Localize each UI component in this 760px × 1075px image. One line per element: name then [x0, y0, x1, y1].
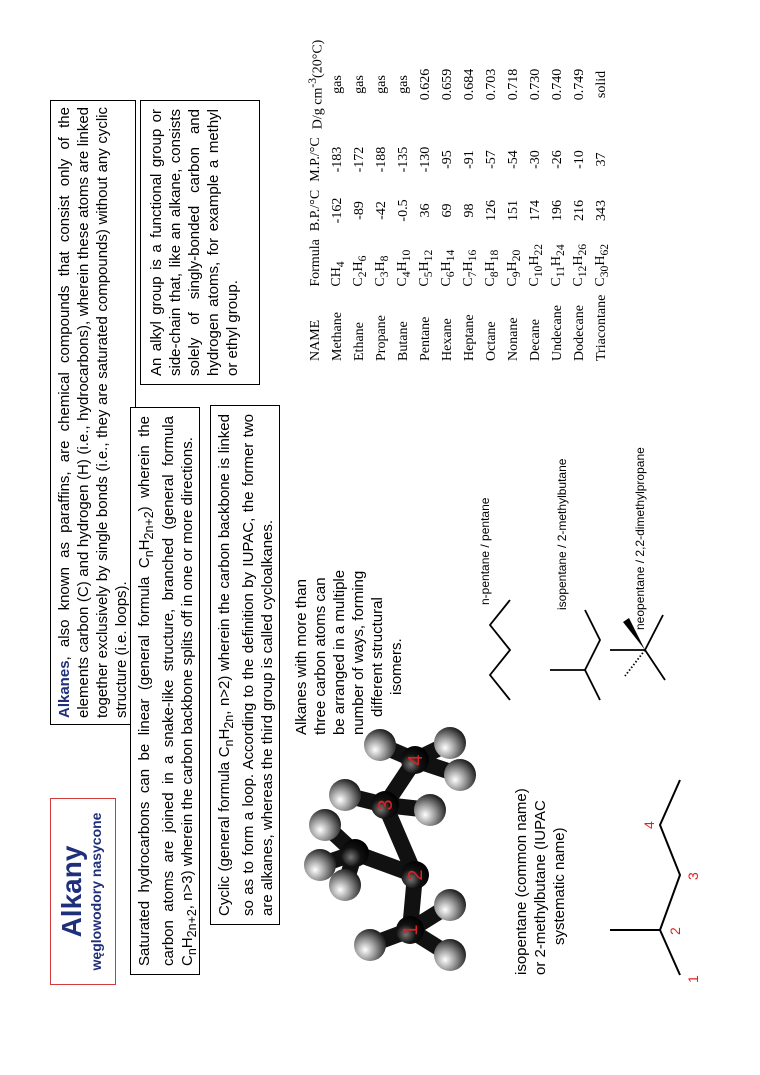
caption-line: isopentane (common name) [513, 788, 530, 975]
intro-box [50, 100, 136, 725]
saturated-paragraph [135, 416, 202, 966]
saturated-sub-2: n [185, 948, 199, 956]
cell-formula: $C_{11}H_{24}$ [549, 244, 567, 287]
cell-density: gas [330, 75, 345, 94]
hydrogen-atom [434, 727, 466, 759]
cell-bp: 126 [484, 199, 499, 221]
saturated-sub-2c: 2n+2 [185, 909, 199, 938]
cell-mp: -183 [330, 146, 345, 173]
isomers-note-line: three carbon atoms can [312, 577, 329, 735]
intro-paragraph [55, 107, 131, 718]
cell-name: Methane [330, 312, 345, 361]
cyclic-text-1: Cyclic (general formula C [216, 746, 233, 916]
cell-density: solid [594, 70, 609, 99]
table-row [459, 36, 481, 365]
col-formula-header: Formula [308, 239, 323, 287]
page-title: Alkany [56, 845, 87, 938]
table-row [547, 36, 569, 365]
cell-name: Ethane [352, 322, 367, 361]
table-row [503, 36, 525, 365]
hydrogen-atom [434, 889, 466, 921]
cyclic-sub-1c: 2n [222, 714, 236, 729]
saturated-text-1b: H [136, 539, 153, 551]
alkanes-table [305, 36, 613, 365]
cell-mp: -95 [440, 150, 455, 169]
cell-density: gas [396, 75, 411, 94]
table-row [327, 36, 349, 365]
isopentane-skeletal [570, 745, 700, 995]
ball-and-stick-model [300, 735, 510, 975]
cell-bp: -162 [330, 197, 345, 224]
cell-mp: -10 [572, 150, 587, 169]
cell-bp: -42 [374, 201, 389, 220]
cell-name: Decane [528, 319, 543, 361]
cyclic-text-1b: H [216, 728, 233, 740]
table-row [525, 36, 547, 365]
cell-density: 0.749 [572, 68, 587, 101]
cell-bp: 69 [440, 203, 455, 218]
cell-formula: $C_{12}H_{26}$ [571, 243, 589, 287]
table-row [371, 36, 393, 365]
col-name-header: NAME [308, 319, 323, 361]
cell-formula: $C_8H_{18}$ [483, 249, 501, 287]
hydrogen-atom [434, 939, 466, 971]
isomers-note-line: Alkanes with more than [293, 579, 310, 735]
saturated-text-1: Saturated hydrocarbons can be linear (general formula C [136, 557, 153, 966]
cell-bp: 98 [462, 203, 477, 218]
skeletal-number: 4 [641, 821, 657, 829]
cell-density: 0.684 [462, 68, 477, 101]
table-row [569, 36, 591, 365]
skeletal-number: 2 [667, 927, 683, 935]
cell-name: Pentane [418, 316, 433, 361]
isomers-note-line: number of ways, forming [350, 570, 367, 735]
hydrogen-atom [364, 729, 396, 761]
cell-density: 0.718 [506, 68, 521, 101]
cell-name: Propane [374, 315, 389, 361]
cell-formula: $CH_4$ [329, 261, 347, 287]
cell-density: 0.740 [550, 68, 565, 101]
atom-number: 1 [400, 924, 422, 936]
isopentane-caption [512, 755, 569, 975]
cell-mp: -135 [396, 146, 411, 173]
cell-bp: -89 [352, 201, 367, 220]
cell-bp: 174 [528, 199, 543, 221]
cell-mp: -54 [506, 150, 521, 169]
caption-line: or 2-methylbutane (IUPAC [532, 800, 549, 975]
isomers-note-line: different structural [369, 597, 386, 717]
col-mp-header: M.P./°C [308, 137, 323, 182]
cell-mp: -57 [484, 150, 499, 169]
isomers-note [292, 535, 406, 735]
cell-bp: 216 [572, 199, 587, 221]
intro-text: , also known as paraffins, are chemical compounds that consist only of the elements carbon (C) and hydrogen (H) (i.e., hydrocarbons), wherein these atoms are linked together exclusively by single bonds (i.e., they are saturated compounds) without any cyclic structure (i.e. loops). [56, 107, 130, 718]
hydrogen-atom [309, 809, 341, 841]
table-row [415, 36, 437, 365]
hydrogen-atom [329, 869, 361, 901]
cell-density: 0.703 [484, 68, 499, 101]
cell-name: Heptane [462, 314, 477, 361]
saturated-sub-1: n [142, 550, 156, 558]
cell-name: Undecane [550, 305, 565, 361]
cell-formula: $C_{30}H_{62}$ [593, 243, 611, 287]
cyclic-text-2: , n>2) wherein the carbon backbone is linked so as to form a loop. According to the definition by IUPAC, the former two are alkanes, whereas the third group is called cycloalkanes. [216, 414, 276, 916]
table-header-row [305, 36, 327, 365]
isomers-note-line: be arranged in a multiple [331, 569, 348, 735]
cell-mp: 37 [594, 152, 609, 167]
title-box [50, 798, 116, 985]
cell-bp: 343 [594, 199, 609, 221]
cell-bp: -0.5 [396, 199, 411, 222]
cell-mp: -91 [462, 150, 477, 169]
cell-bp: 36 [418, 203, 433, 218]
cell-formula: $C_3H_8$ [373, 255, 391, 287]
cell-name: Butane [396, 321, 411, 361]
cell-name: Triacontane [594, 294, 609, 361]
cell-mp: -130 [418, 146, 433, 173]
cyclic-sub-1: n [222, 739, 236, 747]
cell-formula: $C_6H_{14}$ [439, 249, 457, 287]
col-bp-header: B.P./°C [308, 189, 323, 232]
cell-density: 0.626 [418, 68, 433, 101]
cyclic-box [210, 405, 280, 925]
table-row [349, 36, 371, 365]
cell-density: 0.730 [528, 68, 543, 101]
cell-name: Dodecane [572, 305, 587, 361]
page-subtitle: węglowodory nasycone [88, 812, 104, 971]
hydrogen-atom [304, 849, 336, 881]
skeletal-number: 1 [685, 975, 701, 983]
isomers-note-line: isomers. [388, 638, 405, 695]
cell-bp: 196 [550, 199, 565, 221]
cell-name: Nonane [506, 317, 521, 361]
saturated-text-2: ) wherein the carbon atoms are joined in a snake-like structure, branched (general formula C [136, 415, 196, 966]
cell-bp: 151 [506, 199, 521, 221]
atom-number: 2 [405, 869, 427, 881]
saturated-text-2b: H [179, 937, 196, 949]
cell-mp: -172 [352, 146, 367, 173]
cyclic-paragraph [215, 414, 277, 916]
cell-formula: $C_4H_{10}$ [395, 249, 413, 287]
table-body [327, 36, 613, 365]
n-pentane-label: n-pentane / pentane [478, 497, 492, 605]
cell-density: gas [352, 75, 367, 94]
isopentane-label: isopentane / 2-methylbutane [555, 458, 569, 610]
saturated-text-3: , n>3) wherein the carbon backbone splits off in one or more directions. [179, 437, 196, 910]
carbon-atom [341, 839, 369, 867]
cell-formula: $C_2H_6$ [351, 255, 369, 287]
saturated-box [130, 407, 200, 975]
cell-mp: -188 [374, 146, 389, 173]
cell-mp: -30 [528, 150, 543, 169]
atom-number: 4 [405, 754, 427, 766]
table-row [437, 36, 459, 365]
hydrogen-atom [354, 929, 386, 961]
cell-density: gas [374, 75, 389, 94]
table-row [393, 36, 415, 365]
table-row [591, 36, 613, 365]
cell-formula: $C_9H_{20}$ [505, 249, 523, 287]
cell-formula: $C_{10}H_{22}$ [527, 243, 545, 287]
cell-mp: -26 [550, 150, 565, 169]
col-density-header: D/g $cm^{-3}(20^\circ C)$ [305, 39, 326, 130]
atom-number: 3 [375, 799, 397, 811]
neopentane-label: neopentane / 2,2-dimethylpropane [633, 447, 647, 630]
caption-line: systematic name) [551, 827, 568, 945]
table-row [481, 36, 503, 365]
saturated-sub-1c: 2n+2 [142, 511, 156, 540]
hydrogen-atom [329, 779, 361, 811]
cell-name: Hexane [440, 318, 455, 361]
hydrogen-atom [414, 794, 446, 826]
intro-highlight: Alkanes [56, 660, 73, 718]
hydrogen-atom [444, 759, 476, 791]
skeletal-number: 3 [685, 872, 701, 880]
alkyl-box [140, 100, 260, 385]
cell-density: 0.659 [440, 68, 455, 101]
cell-formula: $C_5H_{12}$ [417, 249, 435, 287]
cell-name: Octane [484, 321, 499, 361]
alkyl-paragraph: An alkyl group is a functional group or side-chain that, like an alkane, consists solely of singly-bonded carbon and hydrogen atoms, for example a methyl or ethyl group. [148, 109, 241, 376]
cell-formula: $C_7H_{16}$ [461, 249, 479, 287]
